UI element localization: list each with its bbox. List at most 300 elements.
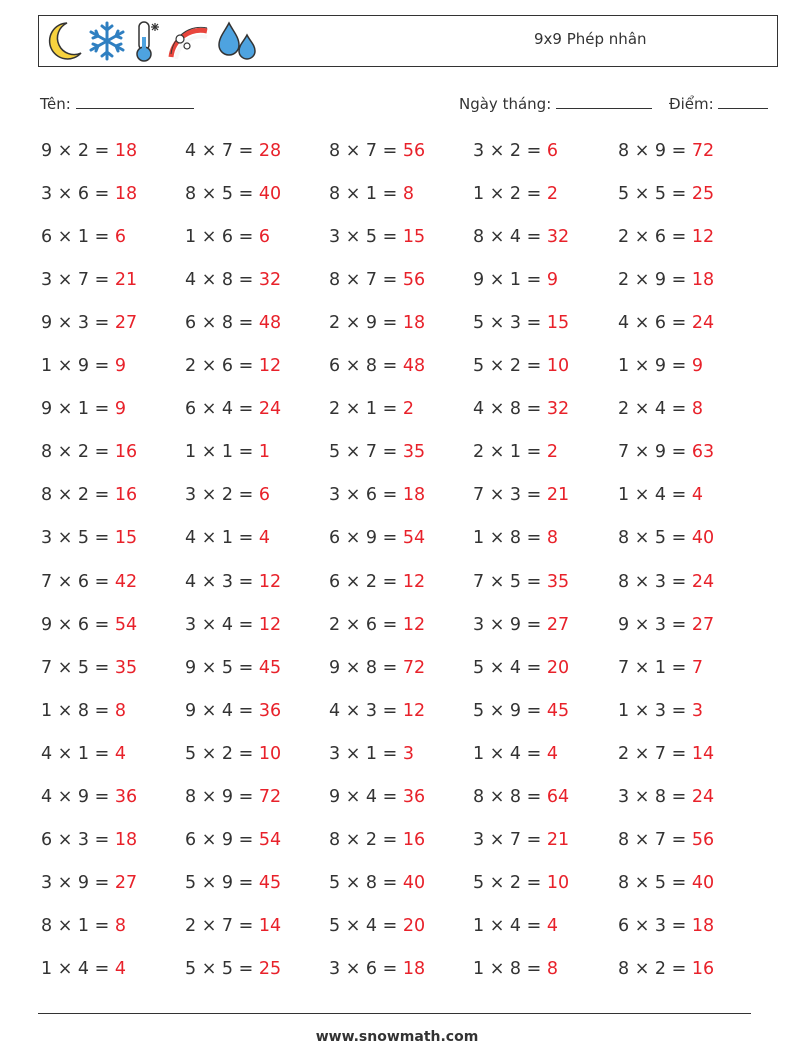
problem-question: 2 × 7 =: [185, 915, 259, 936]
problem-question: 3 × 6 =: [329, 485, 403, 506]
problem-answer: 8: [114, 700, 126, 721]
problem-question: 4 × 1 =: [185, 528, 259, 549]
problem-answer: 28: [258, 141, 282, 161]
problem-question: 7 × 1 =: [618, 657, 692, 678]
problem-question: 4 × 7 =: [185, 141, 259, 161]
problem-item: [329, 356, 425, 376]
problem-answer: 27: [114, 872, 138, 893]
problem-question: 8 × 9 =: [185, 786, 259, 807]
problem-question: 8 × 8 =: [473, 786, 547, 807]
problem-question: 5 × 3 =: [473, 313, 547, 334]
problem-item: [185, 615, 281, 635]
problem-question: 9 × 3 =: [41, 313, 115, 334]
problem-item: [618, 141, 714, 161]
problem-question: 4 × 3 =: [185, 571, 259, 592]
problem-item: [473, 658, 569, 678]
problem-answer: 6: [114, 227, 126, 248]
problem-question: 9 × 4 =: [329, 786, 403, 807]
problem-item: [329, 873, 425, 893]
problem-answer: 27: [546, 614, 570, 635]
problem-answer: 35: [546, 571, 570, 592]
problem-question: 8 × 1 =: [41, 915, 115, 936]
problem-item: [41, 744, 126, 764]
problem-item: [473, 399, 569, 419]
problem-question: 1 × 4 =: [41, 958, 115, 979]
problem-item: [41, 830, 137, 850]
problem-answer: 24: [691, 786, 715, 807]
problem-answer: 15: [114, 528, 138, 549]
problem-item: [329, 399, 414, 419]
problem-question: 3 × 5 =: [329, 227, 403, 248]
problem-question: 4 × 9 =: [41, 786, 115, 807]
problem-question: 8 × 1 =: [329, 184, 403, 205]
problem-question: 4 × 8 =: [185, 270, 259, 291]
problem-item: [329, 572, 425, 592]
problem-question: 1 × 4 =: [618, 485, 692, 506]
problem-question: 3 × 6 =: [41, 184, 115, 205]
problem-item: [41, 313, 137, 333]
problem-question: 6 × 9 =: [185, 829, 259, 850]
problem-item: [473, 356, 569, 376]
problem-question: 1 × 3 =: [618, 700, 692, 721]
problem-answer: 40: [691, 528, 715, 549]
problem-answer: 12: [258, 571, 282, 592]
problem-answer: 6: [258, 485, 270, 506]
problem-answer: 48: [402, 356, 426, 377]
problem-answer: 4: [258, 528, 270, 549]
problem-answer: 21: [546, 829, 570, 850]
problem-item: [41, 873, 137, 893]
problem-answer: 4: [546, 915, 558, 936]
problem-answer: 12: [258, 356, 282, 377]
problem-answer: 10: [546, 872, 570, 893]
problem-item: [618, 485, 703, 505]
problem-answer: 56: [402, 270, 426, 291]
problem-item: [473, 959, 558, 979]
problem-item: [473, 787, 569, 807]
problem-item: [473, 916, 558, 936]
problem-question: 5 × 4 =: [473, 657, 547, 678]
problem-question: 5 × 9 =: [473, 700, 547, 721]
problem-answer: 72: [402, 657, 426, 678]
footer-divider: [38, 1013, 751, 1014]
problem-item: [329, 141, 425, 161]
problem-answer: 21: [546, 485, 570, 506]
problem-item: [41, 701, 126, 721]
problem-question: 3 × 2 =: [473, 141, 547, 161]
problem-question: 4 × 6 =: [618, 313, 692, 334]
problem-answer: 36: [402, 786, 426, 807]
name-label: Tên:: [40, 95, 71, 113]
header-icons: [43, 19, 259, 63]
problem-item: [473, 141, 558, 161]
problem-item: [473, 701, 569, 721]
problem-item: [185, 485, 270, 505]
problem-question: 5 × 2 =: [473, 356, 547, 377]
problem-answer: 9: [114, 356, 126, 377]
problem-question: 5 × 7 =: [329, 442, 403, 463]
problem-answer: 8: [402, 184, 414, 205]
problem-answer: 18: [114, 829, 138, 850]
problem-question: 8 × 2 =: [41, 442, 115, 463]
problem-answer: 42: [114, 571, 138, 592]
problem-question: 2 × 9 =: [618, 270, 692, 291]
problem-item: [41, 485, 137, 505]
problem-question: 8 × 5 =: [618, 872, 692, 893]
problem-answer: 56: [402, 141, 426, 161]
problem-item: [185, 399, 281, 419]
problem-item: [329, 701, 425, 721]
problem-question: 9 × 5 =: [185, 657, 259, 678]
score-label: Điểm:: [669, 95, 714, 113]
problem-item: [618, 528, 714, 548]
problem-answer: 48: [258, 313, 282, 334]
problem-question: 4 × 3 =: [329, 700, 403, 721]
problem-item: [329, 830, 425, 850]
problem-answer: 8: [546, 528, 558, 549]
problem-item: [185, 701, 281, 721]
problem-answer: 16: [691, 958, 715, 979]
problem-item: [473, 830, 569, 850]
problem-answer: 72: [691, 141, 715, 161]
problem-answer: 40: [691, 872, 715, 893]
problem-answer: 9: [691, 356, 703, 377]
problem-answer: 12: [402, 614, 426, 635]
problem-item: [41, 959, 126, 979]
problem-question: 1 × 1 =: [185, 442, 259, 463]
problem-item: [185, 356, 281, 376]
name-blank[interactable]: [76, 94, 194, 109]
problem-answer: 2: [402, 399, 414, 420]
problem-question: 9 × 4 =: [185, 700, 259, 721]
problem-item: [185, 873, 281, 893]
problem-question: 9 × 3 =: [618, 614, 692, 635]
problem-answer: 8: [691, 399, 703, 420]
problem-question: 1 × 9 =: [618, 356, 692, 377]
problem-answer: 27: [691, 614, 715, 635]
problem-question: 6 × 3 =: [41, 829, 115, 850]
problem-item: [185, 916, 281, 936]
problem-question: 7 × 5 =: [41, 657, 115, 678]
problem-question: 6 × 1 =: [41, 227, 115, 248]
problem-answer: 64: [546, 786, 570, 807]
problem-answer: 24: [691, 313, 715, 334]
problem-item: [473, 313, 569, 333]
problem-answer: 2: [546, 442, 558, 463]
problem-answer: 35: [402, 442, 426, 463]
problem-question: 5 × 9 =: [185, 872, 259, 893]
problem-item: [185, 184, 281, 204]
problem-item: [618, 399, 703, 419]
problem-question: 3 × 1 =: [329, 743, 403, 764]
problem-question: 8 × 4 =: [473, 227, 547, 248]
rainbow-icon: [167, 19, 211, 63]
problem-question: 6 × 4 =: [185, 399, 259, 420]
problem-question: 8 × 2 =: [618, 958, 692, 979]
problem-answer: 9: [546, 270, 558, 291]
problem-answer: 4: [691, 485, 703, 506]
problem-item: [41, 615, 137, 635]
problem-item: [618, 270, 714, 290]
problem-item: [185, 787, 281, 807]
problem-item: [329, 184, 414, 204]
problem-question: 7 × 6 =: [41, 571, 115, 592]
problem-question: 8 × 5 =: [618, 528, 692, 549]
problem-item: [473, 442, 558, 462]
problem-answer: 9: [114, 399, 126, 420]
problem-answer: 36: [114, 786, 138, 807]
problem-answer: 4: [114, 743, 126, 764]
problem-answer: 63: [691, 442, 715, 463]
problem-question: 2 × 1 =: [329, 399, 403, 420]
problem-question: 6 × 2 =: [329, 571, 403, 592]
problem-item: [185, 528, 270, 548]
problem-answer: 18: [114, 141, 138, 161]
problem-answer: 18: [402, 958, 426, 979]
problem-question: 7 × 9 =: [618, 442, 692, 463]
problem-answer: 12: [402, 700, 426, 721]
problem-answer: 18: [114, 184, 138, 205]
thermometer-icon: [131, 19, 163, 63]
problem-answer: 7: [691, 657, 703, 678]
problem-question: 3 × 9 =: [473, 614, 547, 635]
problem-question: 9 × 8 =: [329, 657, 403, 678]
problem-question: 1 × 8 =: [41, 700, 115, 721]
date-blank[interactable]: [556, 94, 652, 109]
problem-question: 9 × 2 =: [41, 141, 115, 161]
problem-item: [41, 141, 137, 161]
problem-answer: 16: [114, 442, 138, 463]
problem-answer: 36: [258, 700, 282, 721]
problem-item: [185, 658, 281, 678]
problem-answer: 4: [114, 958, 126, 979]
problem-answer: 6: [546, 141, 558, 161]
problem-question: 6 × 9 =: [329, 528, 403, 549]
problem-question: 9 × 1 =: [41, 399, 115, 420]
problem-question: 3 × 6 =: [329, 958, 403, 979]
problem-item: [618, 184, 714, 204]
problem-question: 7 × 3 =: [473, 485, 547, 506]
problem-answer: 15: [402, 227, 426, 248]
problem-answer: 20: [402, 915, 426, 936]
problem-answer: 56: [691, 829, 715, 850]
problem-answer: 32: [258, 270, 282, 291]
header-box: [38, 15, 778, 67]
problem-item: [618, 313, 714, 333]
problem-answer: 25: [258, 958, 282, 979]
problem-answer: 18: [691, 270, 715, 291]
worksheet-title: 9x9 Phép nhân: [534, 30, 647, 48]
problem-question: 4 × 1 =: [41, 743, 115, 764]
problem-question: 5 × 5 =: [618, 184, 692, 205]
problem-item: [41, 399, 126, 419]
date-label: Ngày tháng:: [459, 95, 552, 113]
problem-item: [329, 916, 425, 936]
score-field: [669, 94, 768, 113]
problem-question: 6 × 8 =: [329, 356, 403, 377]
problem-question: 8 × 7 =: [329, 141, 403, 161]
problem-item: [473, 528, 558, 548]
problem-question: 1 × 4 =: [473, 915, 547, 936]
problem-answer: 24: [258, 399, 282, 420]
problem-item: [329, 442, 425, 462]
problem-answer: 21: [114, 270, 138, 291]
problem-question: 2 × 6 =: [185, 356, 259, 377]
problem-answer: 20: [546, 657, 570, 678]
problem-answer: 18: [691, 915, 715, 936]
problem-question: 1 × 4 =: [473, 743, 547, 764]
problem-answer: 40: [258, 184, 282, 205]
problem-answer: 3: [691, 700, 703, 721]
problem-item: [473, 227, 569, 247]
problem-question: 7 × 5 =: [473, 571, 547, 592]
problem-answer: 54: [402, 528, 426, 549]
problem-item: [618, 744, 714, 764]
problem-item: [185, 270, 281, 290]
problem-question: 5 × 5 =: [185, 958, 259, 979]
problem-item: [329, 528, 425, 548]
problem-item: [618, 701, 703, 721]
problem-question: 3 × 4 =: [185, 614, 259, 635]
problem-item: [618, 787, 714, 807]
problem-item: [185, 227, 270, 247]
problem-answer: 12: [258, 614, 282, 635]
problem-item: [618, 442, 714, 462]
problem-answer: 15: [546, 313, 570, 334]
problem-answer: 4: [546, 743, 558, 764]
problem-item: [329, 658, 425, 678]
water-drops-icon: [215, 19, 259, 63]
problem-answer: 27: [114, 313, 138, 334]
problem-question: 3 × 5 =: [41, 528, 115, 549]
problem-answer: 12: [691, 227, 715, 248]
problem-question: 5 × 4 =: [329, 915, 403, 936]
problem-question: 3 × 7 =: [473, 829, 547, 850]
problem-item: [41, 916, 126, 936]
problem-question: 8 × 9 =: [618, 141, 692, 161]
problem-answer: 35: [114, 657, 138, 678]
problem-question: 8 × 7 =: [618, 829, 692, 850]
problem-item: [329, 313, 425, 333]
problem-answer: 14: [258, 915, 282, 936]
problem-item: [41, 528, 137, 548]
problem-question: 2 × 7 =: [618, 743, 692, 764]
problem-question: 5 × 2 =: [185, 743, 259, 764]
problem-question: 2 × 6 =: [618, 227, 692, 248]
problem-question: 8 × 3 =: [618, 571, 692, 592]
problem-answer: 18: [402, 485, 426, 506]
problem-answer: 10: [546, 356, 570, 377]
problem-answer: 6: [258, 227, 270, 248]
problem-item: [329, 959, 425, 979]
problem-answer: 12: [402, 571, 426, 592]
problem-question: 6 × 8 =: [185, 313, 259, 334]
name-field: [40, 94, 194, 113]
problem-answer: 18: [402, 313, 426, 334]
problem-item: [473, 485, 569, 505]
problem-answer: 10: [258, 743, 282, 764]
problem-item: [618, 572, 714, 592]
problem-answer: 72: [258, 786, 282, 807]
problem-answer: 8: [546, 958, 558, 979]
problem-answer: 45: [258, 872, 282, 893]
problem-item: [473, 744, 558, 764]
problem-question: 5 × 2 =: [473, 872, 547, 893]
problem-item: [618, 658, 703, 678]
score-blank[interactable]: [718, 94, 768, 109]
problem-item: [41, 442, 137, 462]
problem-item: [618, 227, 714, 247]
problem-item: [41, 787, 137, 807]
problem-item: [473, 615, 569, 635]
problem-question: 2 × 4 =: [618, 399, 692, 420]
problem-question: 3 × 9 =: [41, 872, 115, 893]
problem-item: [473, 270, 558, 290]
problem-answer: 32: [546, 227, 570, 248]
problem-item: [185, 572, 281, 592]
problem-answer: 16: [114, 485, 138, 506]
problem-item: [329, 615, 425, 635]
problem-answer: 8: [114, 915, 126, 936]
problem-question: 8 × 2 =: [41, 485, 115, 506]
problem-item: [185, 313, 281, 333]
problem-item: [41, 227, 126, 247]
problem-item: [41, 572, 137, 592]
problem-answer: 40: [402, 872, 426, 893]
problem-question: 3 × 2 =: [185, 485, 259, 506]
problem-answer: 3: [402, 743, 414, 764]
problem-question: 3 × 7 =: [41, 270, 115, 291]
problem-question: 2 × 6 =: [329, 614, 403, 635]
problem-answer: 1: [258, 442, 270, 463]
problem-answer: 24: [691, 571, 715, 592]
problem-question: 1 × 8 =: [473, 528, 547, 549]
problem-item: [329, 744, 414, 764]
problem-question: 3 × 8 =: [618, 786, 692, 807]
problem-question: 4 × 8 =: [473, 399, 547, 420]
problem-answer: 54: [258, 829, 282, 850]
problem-item: [185, 830, 281, 850]
problem-item: [329, 787, 425, 807]
problem-question: 2 × 1 =: [473, 442, 547, 463]
problem-item: [618, 830, 714, 850]
problem-question: 9 × 1 =: [473, 270, 547, 291]
problem-item: [185, 959, 281, 979]
problem-answer: 54: [114, 614, 138, 635]
moon-icon: [43, 19, 83, 63]
problem-answer: 45: [546, 700, 570, 721]
problem-question: 6 × 3 =: [618, 915, 692, 936]
problem-item: [185, 442, 270, 462]
problem-answer: 14: [691, 743, 715, 764]
problem-item: [618, 356, 703, 376]
problem-question: 5 × 8 =: [329, 872, 403, 893]
problem-question: 9 × 6 =: [41, 614, 115, 635]
date-field: [459, 94, 652, 113]
problem-item: [41, 270, 137, 290]
problem-item: [473, 873, 569, 893]
problem-answer: 2: [546, 184, 558, 205]
problem-item: [185, 744, 281, 764]
problem-item: [618, 615, 714, 635]
problem-item: [185, 141, 281, 161]
problem-question: 2 × 9 =: [329, 313, 403, 334]
problem-item: [618, 873, 714, 893]
problem-question: 1 × 8 =: [473, 958, 547, 979]
problem-question: 8 × 2 =: [329, 829, 403, 850]
problem-question: 8 × 7 =: [329, 270, 403, 291]
problem-item: [618, 959, 714, 979]
